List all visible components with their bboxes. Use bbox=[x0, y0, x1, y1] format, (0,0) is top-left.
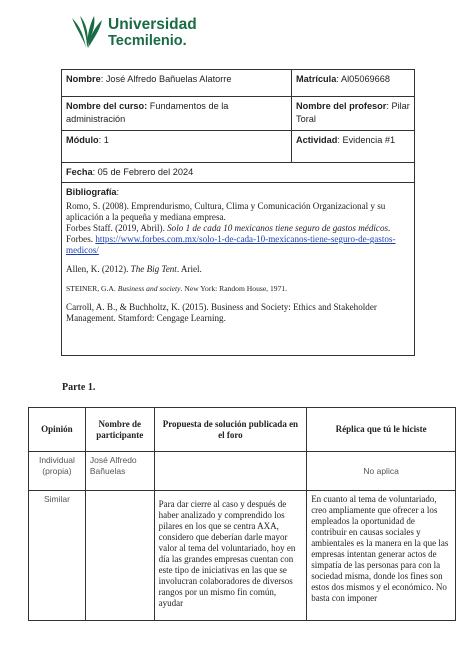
bib-ref-4 bbox=[66, 283, 410, 294]
row1-type: Individual (propia) bbox=[29, 452, 86, 491]
bib-ref-3 bbox=[66, 264, 410, 275]
bibliografia-label: Bibliografía bbox=[66, 187, 117, 197]
actividad-label: Actividad bbox=[296, 135, 338, 145]
matricula-label: Matrícula bbox=[296, 74, 337, 84]
bib-ref-1: Romo, S. (2008). Emprendurismo, Cultura, Clima y Comunicación Organizacional y su aplicación a la pequeña y mediana empresa. bbox=[66, 201, 386, 222]
header-opinion: Opinión bbox=[29, 408, 86, 452]
row2-reply: En cuanto al tema de voluntariado, creo ampliamente que ofrecer a los empleados la oportunidad de contribuir en causas sociales y ambientales es la manera en la que las empresas intentan generar actos de simpatía de las personas para con la sociedad misma, donde los fines son estos dos mismos y el económico. No basta con imponer bbox=[307, 491, 456, 621]
section-title: Parte 1. bbox=[62, 382, 96, 393]
table-row bbox=[29, 452, 456, 491]
bib-ref-2-title: Solo 1 de cada 10 mexicanos tiene seguro de gastos médicos bbox=[167, 223, 389, 233]
matricula-cell bbox=[292, 70, 415, 97]
modulo-cell bbox=[62, 131, 292, 163]
row1-reply: No aplica bbox=[307, 452, 456, 491]
forum-table bbox=[28, 407, 456, 621]
student-info-table bbox=[61, 69, 415, 356]
bibliografia-cell bbox=[62, 183, 415, 356]
fecha-cell bbox=[62, 163, 415, 183]
curso-label: Nombre del curso: bbox=[66, 101, 148, 111]
bib-ref-2-source: . Forbes. bbox=[66, 223, 391, 244]
bib-ref-2-author: Forbes Staff. (2019, Abril). bbox=[66, 223, 168, 233]
row1-proposal bbox=[154, 452, 307, 491]
curso-value: Fundamentos de la administración bbox=[66, 101, 229, 124]
logo-line2: Tecmilenio. bbox=[108, 33, 187, 49]
university-logo bbox=[70, 14, 210, 52]
bib-ref-2 bbox=[66, 223, 410, 256]
table-row bbox=[29, 491, 456, 621]
bibliografia-colon: : bbox=[116, 187, 120, 197]
profesor-cell bbox=[292, 97, 415, 131]
nombre-label: Nombre bbox=[66, 74, 101, 84]
actividad-cell bbox=[292, 131, 415, 163]
nombre-value: : José Alfredo Bañuelas Alatorre bbox=[100, 74, 232, 84]
bib-ref-5: Carroll, A. B., & Buchholtz, K. (2015). Business and Society: Ethics and Stakeholder Management. Stamford: Cengage Learning. bbox=[66, 302, 377, 323]
fecha-value: : 05 de Febrero del 2024 bbox=[92, 167, 194, 177]
bib-ref-4-author: STEINER, G.A. bbox=[66, 284, 118, 293]
modulo-value: : 1 bbox=[98, 135, 109, 145]
header-proposal: Propuesta de solución publicada en el foro bbox=[154, 408, 307, 452]
profesor-value: : Pilar Toral bbox=[296, 101, 410, 124]
curso-cell bbox=[62, 97, 292, 131]
matricula-value: : Al05069668 bbox=[336, 74, 390, 84]
row2-proposal: Para dar cierre al caso y después de haber analizado y comprendido los pilares en los que se centra AXA, considero que deberían darle mayor valor al tema del voluntariado, hoy en día las grandes empresas cuentan con este tipo de iniciativas en las que se involucran colaboradores de diversos rangos por un mismo fin común, ayudar bbox=[154, 491, 307, 621]
header-reply: Réplica que tú le hiciste bbox=[307, 408, 456, 452]
fecha-label: Fecha bbox=[66, 167, 93, 177]
bib-ref-3-title: The Big Tent bbox=[130, 264, 177, 274]
nombre-cell bbox=[62, 70, 292, 97]
row2-name bbox=[85, 491, 154, 621]
leaf-icon bbox=[70, 14, 104, 50]
bib-ref-4-publisher: . New York: Random House, 1971. bbox=[180, 284, 288, 293]
bib-ref-2-link[interactable]: https://www.forbes.com.mx/solo-1-de-cada-10-mexicanos-tiene-seguro-de-gastos-medicos/ bbox=[66, 234, 396, 255]
bib-ref-3-publisher: . Ariel. bbox=[176, 264, 202, 274]
header-participant: Nombre de participante bbox=[85, 408, 154, 452]
profesor-label: Nombre del profesor bbox=[296, 101, 387, 111]
modulo-label: Módulo bbox=[66, 135, 99, 145]
bib-ref-4-title: Business and society bbox=[117, 284, 181, 293]
bib-ref-3-author: Allen, K. (2012). bbox=[66, 264, 131, 274]
row1-name: José Alfredo Bañuelas bbox=[85, 452, 154, 491]
actividad-value: : Evidencia #1 bbox=[337, 135, 396, 145]
row2-type: Similar bbox=[29, 491, 86, 621]
logo-line1: Universidad bbox=[108, 16, 197, 33]
